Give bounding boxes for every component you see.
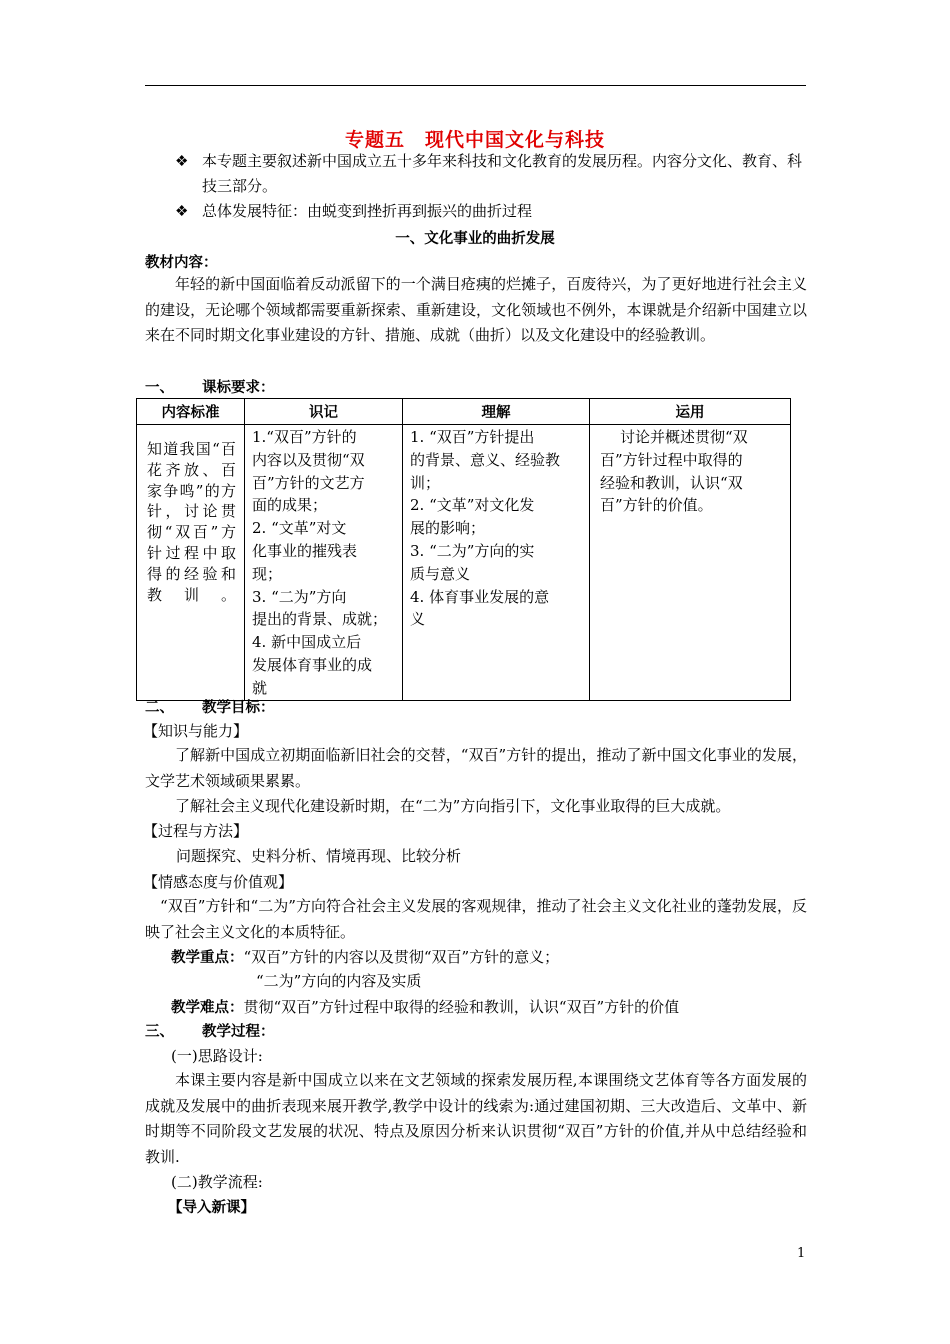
understand-line: 4. 体育事业发展的意 (410, 587, 550, 606)
recall-text (245, 425, 402, 700)
flow-label: (二)教学流程: (171, 1173, 263, 1191)
goals-heading (145, 696, 275, 717)
page-number: 1 (797, 1246, 806, 1261)
understand-line: 的背景、意义、经验教 (410, 450, 561, 469)
recall-line: 化事业的摧残表 (252, 541, 358, 560)
diamond-bullet-icon: ❖ (175, 202, 189, 220)
process-method-label: 【过程与方法】 (143, 822, 249, 840)
design-label: (一)思路设计: (171, 1047, 263, 1065)
diamond-bullet-icon: ❖ (175, 152, 189, 170)
key-points-line-2: “二为”方向的内容及实质 (256, 972, 422, 990)
table-header-row (137, 399, 791, 425)
recall-line: 内容以及贯彻“双 (252, 450, 365, 469)
recall-line: 就 (252, 678, 268, 697)
recall-line: 4. 新中国成立后 (252, 633, 362, 652)
standards-heading (145, 376, 275, 397)
heading-number: 三、 (145, 1024, 174, 1040)
apply-line: 百”方针过程中取得的 (600, 450, 743, 469)
knowledge-paragraph-1: 了解新中国成立初期面临新旧社会的交替，“双百”方针的提出，推动了新中国文化事业的发展，文学艺术领域硕果累累。 (145, 746, 807, 790)
intro-bullet-1 (175, 149, 810, 199)
emotion-text: “双百”方针和“二为”方向符合社会主义发展的客观规律，推动了社会主义文化社业的蓬勃发展，反映了社会主义文化的本质特征。 (145, 897, 807, 941)
recall-line: 3. “二为”方向 (252, 587, 347, 606)
table-header: 理解 (403, 399, 590, 425)
process-method-text: 问题探究、史料分析、情境再现、比较分析 (176, 847, 462, 865)
table-header: 运用 (590, 399, 791, 425)
process-heading (145, 1020, 275, 1041)
recall-line: 提出的背景、成就； (252, 610, 388, 629)
curriculum-standards-table (136, 398, 791, 701)
understand-line: 展的影响； (410, 519, 486, 538)
understand-line: 3. “二为”方向的实 (410, 541, 535, 560)
difficult-points (171, 996, 679, 1017)
difficult-points-text: 贯彻“双百”方针过程中取得的经验和教训，认识“双百”方针的价值 (243, 998, 680, 1016)
intro-lesson-label: 【导入新课】 (168, 1200, 255, 1216)
recall-line: 百”方针的文艺方 (252, 473, 365, 492)
table-row (137, 425, 791, 701)
key-points (171, 946, 559, 967)
apply-text (590, 425, 790, 517)
recall-line: 现； (252, 564, 283, 583)
apply-line: 百”方针的价值。 (600, 496, 713, 515)
apply-line: 经验和教训，认识“双 (600, 473, 743, 492)
apply-line: 讨论并概述贯彻“双 (620, 428, 748, 446)
table-cell (245, 425, 403, 701)
table-cell (590, 425, 791, 701)
material-label: 教材内容： (145, 255, 218, 271)
page-title: 专题五 现代中国文化与科技 (344, 129, 605, 151)
intro-bullet-2 (175, 199, 810, 224)
understand-line: 训； (410, 473, 441, 492)
heading-label: 教学目标： (202, 700, 275, 716)
key-points-line-1: “双百”方针的内容以及贯彻“双百”方针的意义； (243, 948, 560, 966)
recall-line: 发展体育事业的成 (252, 655, 373, 674)
header-rule (145, 85, 806, 86)
key-points-label: 教学重点： (171, 950, 244, 966)
content-standard-text: 知道我国“百花齐放、百家争鸣”的方针，讨论贯彻“双百”方针过程中取得的经验和教训。 (147, 440, 236, 604)
knowledge-label: 【知识与能力】 (143, 722, 249, 740)
understand-line: 1. “双百”方针提出 (410, 428, 535, 446)
bullet-text: 总体发展特征：由蜕变到挫折再到振兴的曲折过程 (202, 202, 533, 220)
material-text: 年轻的新中国面临着反动派留下的一个满目疮痍的烂摊子，百废待兴，为了更好地进行社会主义的建设，无论哪个领域都需要重新探索、重新建设，文化领域也不例外，本课就是介绍新中国建立以来在不同时期文化事业建设的方针、措施、成就（曲折）以及文化建设中的经验教训。 (145, 275, 807, 345)
understand-line: 质与意义 (410, 564, 471, 583)
difficult-points-label: 教学难点： (171, 1000, 244, 1016)
recall-line: 1.“双百”方针的 (252, 428, 357, 446)
heading-number: 二、 (145, 700, 174, 716)
understand-text (403, 425, 589, 631)
understand-line: 义 (410, 610, 426, 629)
emotion-label: 【情感态度与价值观】 (143, 873, 294, 891)
table-cell (137, 425, 245, 701)
heading-label: 教学过程： (202, 1024, 275, 1040)
table-header: 内容标准 (137, 399, 245, 425)
recall-line: 2. “文革”对文 (252, 519, 347, 538)
bullet-text: 本专题主要叙述新中国成立五十多年来科技和文化教育的发展历程。内容分文化、教育、科技三部分。 (202, 152, 803, 195)
heading-label: 课标要求： (202, 380, 275, 396)
table-cell (403, 425, 590, 701)
recall-line: 面的成果； (252, 496, 328, 515)
heading-number: 一、 (145, 380, 174, 396)
table-header: 识记 (245, 399, 403, 425)
knowledge-paragraph-2: 了解社会主义现代化建设新时期，在“二为”方向指引下，文化事业取得的巨大成就。 (175, 797, 731, 815)
design-text: 本课主要内容是新中国成立以来在文艺领域的探索发展历程,本课围绕文艺体育等各方面发展的成就及发展中的曲折表现来展开教学,教学中设计的线索为:通过建国初期、三大改造后、文革中、新时期等不同阶段文艺发展的状况、特点及原因分析来认识贯彻“双百”方针的价值,并从中总结经验和教训. (145, 1071, 807, 1166)
understand-line: 2. “文革”对文化发 (410, 496, 535, 515)
section-title: 一、文化事业的曲折发展 (395, 231, 555, 247)
